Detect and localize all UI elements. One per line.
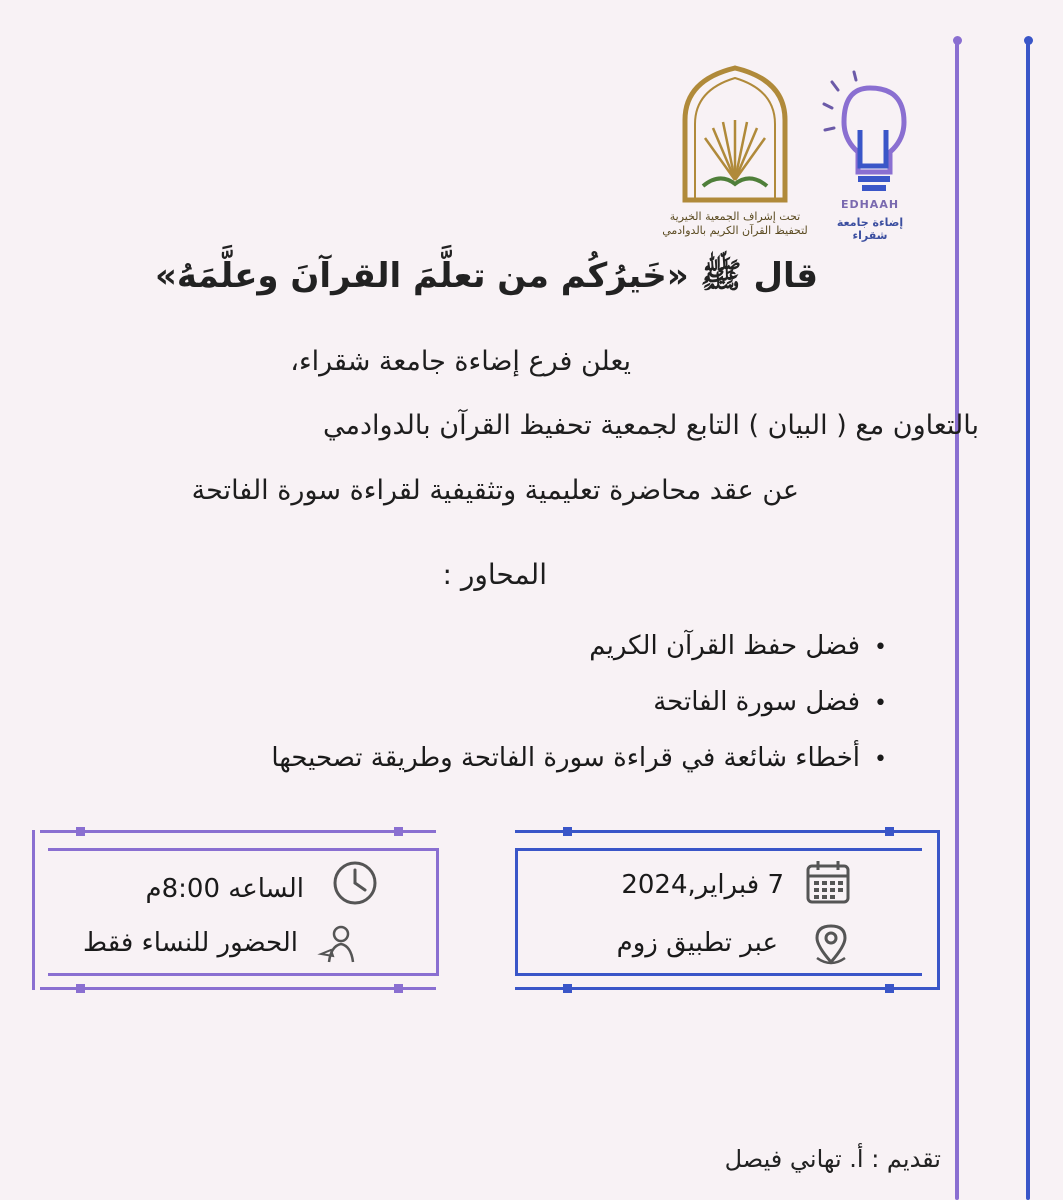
platform-text: عبر تطبيق زوم	[616, 928, 778, 958]
cooperation-line: بالتعاون مع ( البيان ) التابع لجمعية تحفيظ القرآن بالدوادمي	[322, 410, 979, 441]
bayan-emblem	[665, 60, 805, 210]
time-text: الساعه 8:00م	[145, 874, 304, 904]
edhaah-subtitle: إضاءة جامعة شقراء	[836, 216, 904, 242]
edhaah-logo	[820, 70, 920, 240]
edhaah-brand-text: EDHAAH	[840, 198, 900, 211]
hadith-quote: قال ﷺ «خَيرُكُم من تعلَّمَ القرآنَ وعلَّمَهُ»	[154, 256, 818, 296]
date-box	[515, 830, 940, 990]
attendance-text: الحضور للنساء فقط	[83, 928, 298, 958]
decorative-line-blue	[1026, 40, 1030, 1200]
bayan-logo	[662, 60, 808, 240]
bayan-caption-2: لتحفيظ القرآن الكريم بالدوادمي	[662, 224, 808, 237]
lecture-line: عن عقد محاضرة تعليمية وتثقيفية لقراءة سورة الفاتحة	[191, 475, 799, 506]
axes-title: المحاور :	[442, 558, 547, 591]
date-text: 7 فبراير,2024	[621, 870, 784, 900]
calendar-icon	[805, 858, 851, 910]
list-item: • فضل سورة الفاتحة	[127, 674, 887, 730]
axes-list	[127, 618, 887, 786]
list-item: • أخطاء شائعة في قراءة سورة الفاتحة وطريقة تصحيحها	[127, 730, 887, 786]
list-item: • فضل حفظ القرآن الكريم	[127, 618, 887, 674]
decorative-line-purple	[955, 40, 959, 1200]
location-pin-icon	[811, 922, 851, 972]
time-box	[32, 830, 444, 990]
bayan-caption-1: تحت إشراف الجمعية الخيرية	[669, 210, 801, 223]
announcement-line: يعلن فرع إضاءة جامعة شقراء،	[290, 346, 631, 377]
presenter-credit: تقديم : أ. تهاني فيصل	[724, 1145, 941, 1173]
clock-icon	[330, 858, 380, 912]
woman-icon	[317, 924, 361, 968]
lightbulb-icon	[820, 70, 920, 195]
